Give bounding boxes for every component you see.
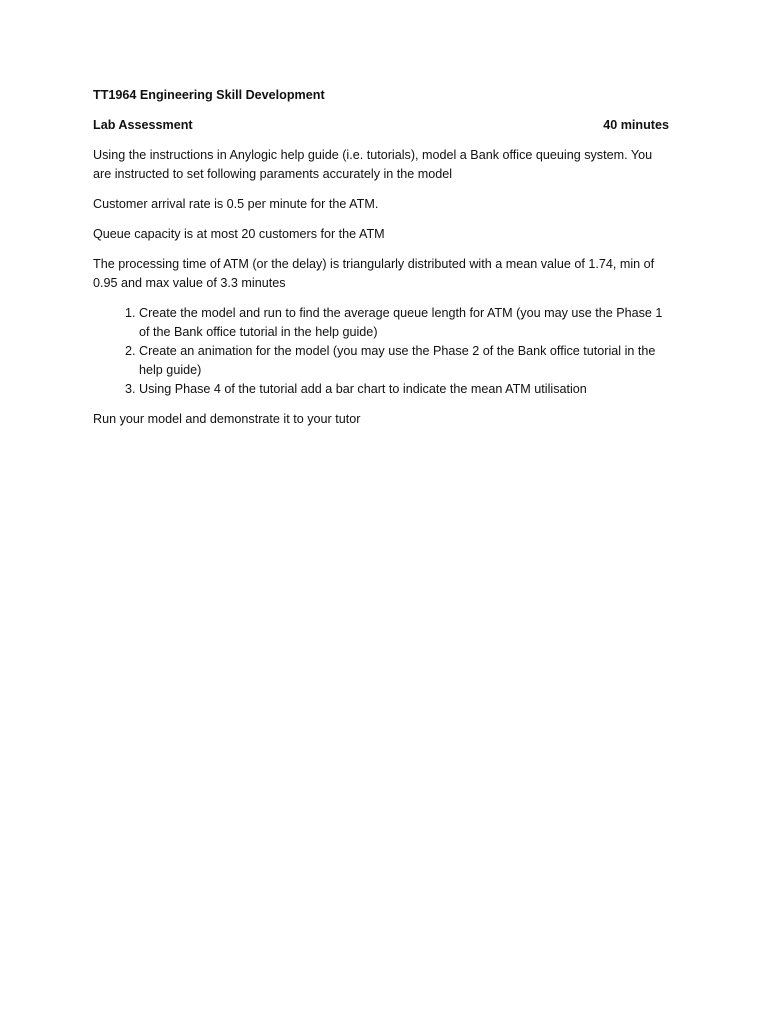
- assessment-label: Lab Assessment: [93, 118, 193, 132]
- intro-paragraph: Using the instructions in Anylogic help guide (i.e. tutorials), model a Bank office queuing system. You are instructed to set following paraments accurately in the model: [93, 148, 653, 181]
- arrival-rate-paragraph: Customer arrival rate is 0.5 per minute for the ATM.: [93, 197, 379, 211]
- task-item: 1. Create the model and run to find the average queue length for ATM (you may use the Phase 1 of the Bank office tutorial in the help guide): [139, 304, 673, 342]
- assessment-header: [93, 116, 673, 135]
- processing-time-paragraph: The processing time of ATM (or the delay) is triangularly distributed with a mean value of 1.74, min of 0.95 and max value of 3.3 minutes: [93, 257, 655, 290]
- document-page: [93, 86, 673, 440]
- task-item: 3. Using Phase 4 of the tutorial add a bar chart to indicate the mean ATM utilisation: [139, 380, 673, 399]
- task-list: [93, 304, 673, 399]
- closing-paragraph: Run your model and demonstrate it to your tutor: [93, 412, 361, 426]
- document-title: TT1964 Engineering Skill Development: [93, 88, 325, 102]
- queue-capacity-paragraph: Queue capacity is at most 20 customers for the ATM: [93, 227, 385, 241]
- task-item: 2. Create an animation for the model (you may use the Phase 2 of the Bank office tutorial in the help guide): [139, 342, 673, 380]
- assessment-duration: 40 minutes: [603, 118, 669, 132]
